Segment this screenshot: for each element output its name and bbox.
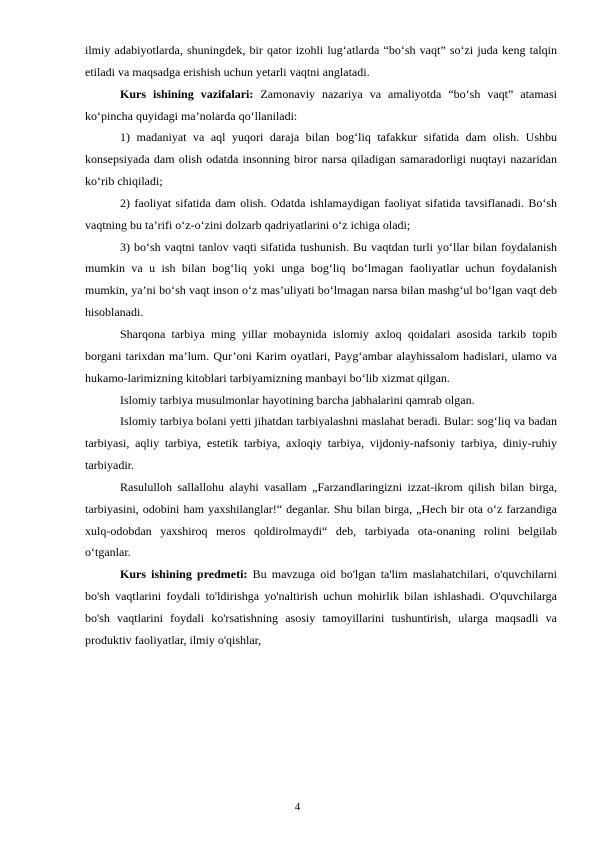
paragraph-1-text: ilmiy adabiyotlarda, shuningdek, bir qator izohli lug‘atlarda “bo‘sh vaqt” so‘zi juda keng talqin etiladi va maqsadga erishish uchun yetarli vaqtni anglatadi.: [85, 43, 557, 79]
list-item-2-text: 2) faoliyat sifatida dam olish. Odatda ishlamaydigan faoliyat sifatida tavsiflanadi. Bo‘sh vaqtning bu ta’rifi o‘z-o‘zini dolzarb qadriyatlarini o‘z ichiga oladi;: [85, 195, 557, 232]
paragraph-eastern-upbringing: [85, 324, 557, 390]
paragraph-seven-aspects: [85, 411, 557, 477]
paragraph-subject: [85, 564, 557, 651]
paragraph-hadith-text: Rasululloh sallallohu alayhi vasallam „Farzandlaringizni izzat-ikrom qilish bilan birga, tarbiyasini, odobini ham yaxshilanglar!“ deganlar. Shu bilan birga, „Hech bir ota o‘z farzandiga xulq-odobdan yaxshiroq meros qoldirolmaydi“ deb, tarbiyada ota-onaning rolini belgilab o‘tganlar.: [85, 479, 557, 560]
paragraph-subject-text: Bu mavzuga oid bo'lgan ta'lim maslahatchilari, o'quvchilarni bo'sh vaqtlarini foydali to'ldirishga yo'naltirish uchun mohirlik bilan ishlashadi. O'quvchilarga bo'sh vaqtlarini foydali ko'rsatishning asosiy tamoyillarini tushuntirish, ularga maqsadli va produktiv faoliyatlar, ilmiy o'qishlar,: [85, 567, 557, 647]
list-item-1: [85, 127, 557, 193]
tasks-heading: Kurs ishining vazifalari:: [120, 86, 254, 101]
paragraph-seven-aspects-text: Islomiy tarbiya bolani yetti jihatdan tarbiyalashni maslahat beradi. Bular: sog‘liq va badan tarbiyasi, aqliy tarbiya, estetik tarbiya, axloqiy tarbiya, vijdoniy-nafsoniy tarbiya, diniy-ruhiy tarbiyadir.: [85, 414, 557, 473]
paragraph-eastern-upbringing-text: Sharqona tarbiya ming yillar mobaynida islomiy axloq qoidalari asosida tarkib topib borgani tarixdan ma’lum. Qur’oni Karim oyatlari, Payg‘ambar alayhissalom hadislari, ulamo va hukamo-larimizning kitoblari tarbiyamizning manbayi bo‘lib xizmat qilgan.: [85, 326, 557, 385]
list-item-2: [85, 193, 557, 237]
list-item-3: [85, 237, 557, 324]
page-number: 4: [294, 801, 301, 813]
paragraph-tasks: [85, 84, 557, 128]
subject-heading: Kurs ishining predmeti:: [120, 567, 248, 582]
paragraph-islamic-upbringing: [85, 390, 557, 412]
body-text: [85, 40, 557, 652]
list-item-3-text: 3) bo‘sh vaqtni tanlov vaqti sifatida tushunish. Bu vaqtdan turli yo‘llar bilan foydalanish mumkin va u ish bilan bog‘liq yoki unga bog‘liq bo‘lmagan faoliyatlar uchun foydalanish mumkin, ya’ni bo‘sh vaqt inson o‘z mas’uliyati bo‘lmagan narsa bilan mashg‘ul bo‘lgan vaqt deb hisoblanadi.: [85, 239, 557, 320]
paragraph-1: [85, 40, 557, 84]
paragraph-hadith: [85, 477, 557, 564]
paragraph-tasks-text: Zamonaviy nazariya va amaliyotda “bo‘sh vaqt” atamasi ko‘pincha quyidagi ma’nolarda qo‘llaniladi:: [85, 86, 558, 123]
paragraph-islamic-upbringing-text: Islomiy tarbiya musulmonlar hayotining barcha jabhalarini qamrab olgan.: [120, 392, 475, 407]
list-item-1-text: 1) madaniyat va aql yuqori daraja bilan bog‘liq tafakkur sifatida dam olish. Ushbu konsepsiyada dam olish odatda insonning biror narsa qiladigan samaradorligi nuqtayi nazaridan ko‘rib chiqiladi;: [85, 130, 557, 189]
